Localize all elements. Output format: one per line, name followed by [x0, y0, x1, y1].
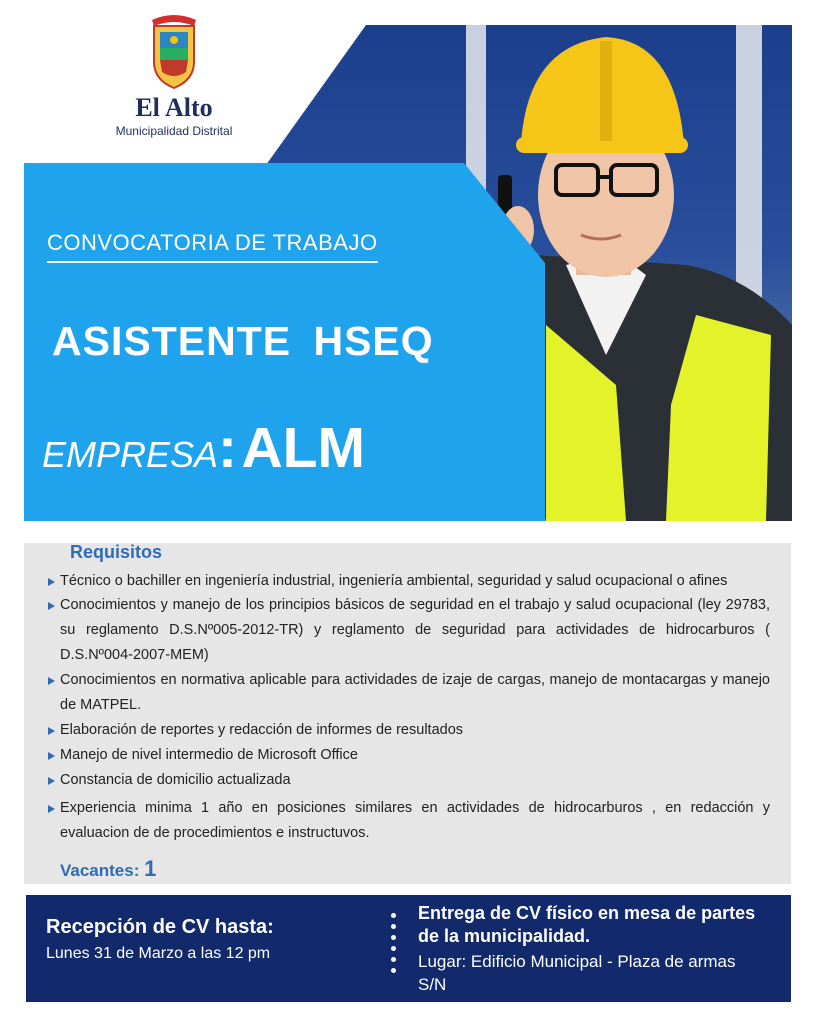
vacancies-value: 1	[144, 856, 157, 881]
triangle-bullet-icon	[48, 602, 55, 610]
list-item	[48, 743, 770, 768]
requirement-text: Manejo de nivel intermedio de Microsoft Office	[60, 747, 358, 763]
job-title: ASISTENTE HSEQ	[52, 318, 434, 364]
vacancies-label: Vacantes:	[60, 861, 140, 880]
cv-deadline-title: Recepción de CV hasta:	[46, 916, 274, 938]
cv-delivery-place: Lugar: Edificio Municipal - Plaza de armas S/N	[418, 952, 736, 994]
requirements-list	[48, 572, 770, 846]
company-label: EMPRESA	[42, 434, 219, 475]
company-line	[42, 415, 365, 481]
triangle-bullet-icon	[48, 677, 55, 685]
triangle-bullet-icon	[48, 805, 55, 813]
cv-deadline-date: Lunes 31 de Marzo a las 12 pm	[46, 945, 271, 962]
list-item	[48, 768, 770, 793]
requirement-text: Experiencia minima 1 año en posiciones similares en actividades de hidrocarburos , en redacción y evaluacion de de procedimientos e instructuvos.	[60, 800, 770, 841]
triangle-bullet-icon	[48, 752, 55, 760]
cv-delivery	[418, 902, 768, 996]
triangle-bullet-icon	[48, 777, 55, 785]
requirement-text: Técnico o bachiller en ingeniería industrial, ingeniería ambiental, seguridad y salud ocupacional o afines	[60, 573, 728, 589]
brand-name: El Alto	[135, 93, 213, 122]
cv-deadline	[46, 916, 274, 963]
requirement-text: Constancia de domicilio actualizada	[60, 772, 291, 788]
requirement-text: Conocimientos y manejo de los principios básicos de seguridad en el trabajo y salud ocupacional (ley 29783, su reglamento D.S.Nº005-2012-TR) y reglamento de seguridad para actividades de hidrocarburos ( D.S.Nº004-2007-MEM)	[60, 597, 770, 663]
requirement-text: Conocimientos en normativa aplicable para actividades de izaje de cargas, manejo de montacargas y manejo de MATPEL.	[60, 672, 770, 713]
list-item	[48, 718, 770, 743]
municipal-logo	[104, 12, 244, 138]
company-name: ALM	[241, 416, 365, 480]
requirements-title: Requisitos	[70, 542, 163, 562]
announcement-heading: CONVOCATORIA DE TRABAJO	[47, 230, 378, 263]
list-item	[48, 593, 770, 668]
list-item	[48, 668, 770, 718]
list-item	[48, 796, 770, 846]
vacancies	[60, 856, 156, 882]
triangle-bullet-icon	[48, 727, 55, 735]
municipal-crest-icon	[146, 12, 202, 90]
triangle-bullet-icon	[48, 578, 55, 586]
requirement-text: Elaboración de reportes y redacción de informes de resultados	[60, 722, 464, 738]
brand-subtitle: Municipalidad Distrital	[115, 124, 233, 138]
dot-separator-icon	[391, 913, 397, 979]
list-item	[48, 572, 770, 591]
cv-delivery-title: Entrega de CV físico en mesa de partes de la municipalidad.	[418, 903, 756, 946]
company-separator: :	[218, 416, 238, 480]
